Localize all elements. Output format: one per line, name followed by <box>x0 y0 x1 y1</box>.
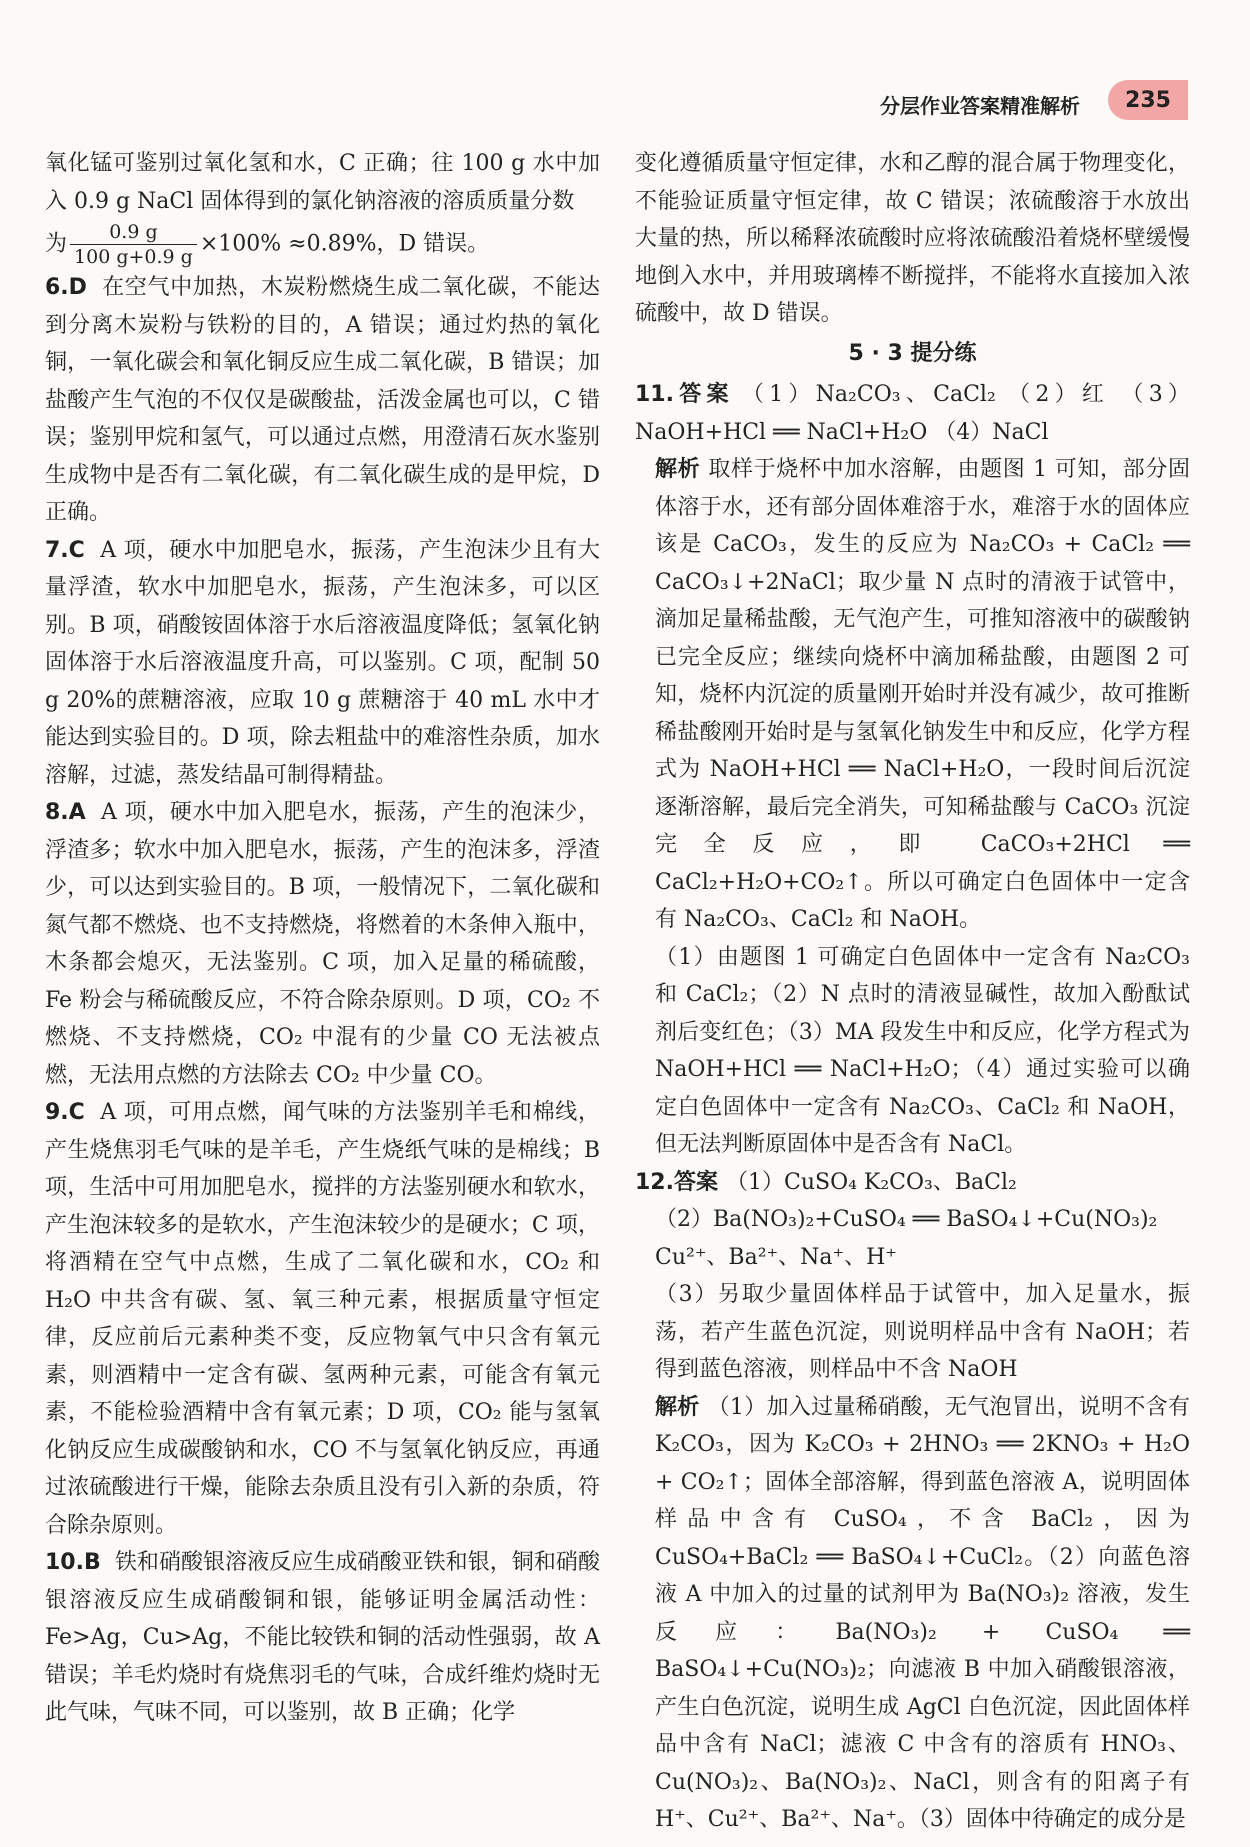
intro-paragraph <box>45 145 600 269</box>
question-text: 铁和硝酸银溶液反应生成硝酸亚铁和银，铜和硝酸银溶液反应生成硝酸铜和银，能够证明金属活动性：Fe>Ag，Cu>Ag，不能比较铁和铜的活动性强弱，故 A 错误；羊毛灼烧时有烧焦羽毛的气味，合成纤维灼烧时无此气味，气味不同，可以鉴别，故 B 正确；化学 <box>45 1550 600 1725</box>
question-text: 在空气中加热，木炭粉燃烧生成二氧化碳，不能达到分离木炭粉与铁粉的目的，A 错误；通过灼热的氧化铜，一氧化碳会和氧化铜反应生成二氧化碳，B 错误；加盐酸产生气泡的不仅仅是碳酸盐，活泼金属也可以，C 错误；鉴别甲烷和氢气，可以通过点燃，用澄清石灰水鉴别生成物中是否有二氧化碳，有二氧化碳生成的是甲烷，D 正确。 <box>45 275 600 525</box>
question-9 <box>45 1094 600 1544</box>
question-12-answer-3: Cu²⁺、Ba²⁺、Na⁺、H⁺ <box>655 1244 897 1270</box>
section-title: 5 · 3 提分练 <box>848 340 977 366</box>
question-text: A 项，硬水中加入肥皂水，振荡，产生的泡沫少，浮渣多；软水中加入肥皂水，振荡，产生的泡沫多，浮渣少，可以达到实验目的。B 项，一般情况下，二氧化碳和氮气都不燃烧、也不支持燃烧，将燃着的木条伸入瓶中，木条都会熄灭，无法鉴别。C 项，加入足量的稀硫酸，Fe 粉会与稀硫酸反应，不符合除杂原则。D 项，CO₂ 不燃烧、不支持燃烧，CO₂ 中混有的少量 CO 无法被点燃，无法用点燃的方法除去 CO₂ 中少量 CO。 <box>45 800 600 1088</box>
question-text: A 项，硬水中加肥皂水，振荡，产生泡沫少且有大量浮渣，软水中加肥皂水，振荡，产生泡沫多，可以区别。B 项，硝酸铵固体溶于水后溶液温度降低；氢氧化钠固体溶于水后溶液温度升高，可以鉴别。C 项，配制 50 g 20%的蔗糖溶液，应取 10 g 蔗糖溶于 40 mL 水中才能达到实验目的。D 项，除去粗盐中的难溶性杂质，加水溶解，过滤，蒸发结晶可制得精盐。 <box>45 537 600 788</box>
question-text: A 项，可用点燃，闻气味的方法鉴别羊毛和棉线，产生烧焦羽毛气味的是羊毛，产生烧纸气味的是棉线；B 项，生活中可用加肥皂水，搅拌的方法鉴别硬水和软水，产生泡沫较多的是软水，产生泡沫较少的是硬水；C 项，将酒精在空气中点燃，生成了二氧化碳和水，CO₂ 和 H₂O 中共含有碳、氢、氧三种元素，根据质量守恒定律，反应前后元素种类不变，反应物氧气中只含有氧元素，则酒精中一定含有碳、氢两种元素，可能含有氧元素，不能检验酒精中含有氧元素；D 项，CO₂ 能与氢氧化钠反应生成碳酸钠和水，CO 不与氢氧化钠反应，再通过浓硫酸进行干燥，能除去杂质且没有引入新的杂质，符合除杂原则。 <box>45 1100 600 1538</box>
question-12-answer <box>635 1164 1190 1202</box>
question-12-answer-2: （2）Ba(NO₃)₂+CuSO₄ ══ BaSO₄↓+Cu(NO₃)₂ <box>655 1207 1158 1232</box>
answer-text: （1）CuSO₄ K₂CO₃、BaCl₂ <box>726 1169 1017 1195</box>
analysis-text: （1）加入过量稀硝酸，无气泡冒出，说明不含有 K₂CO₃，因为 K₂CO₃ + 2HNO₃ ══ 2KNO₃ + H₂O + CO₂↑；固体全部溶解，得到蓝色溶液 A，说明固体样品中含有 CuSO₄，不含 BaCl₂，因为 CuSO₄+BaCl₂ ══ BaSO₄↓+CuCl₂。（2）向蓝色溶液 A 中加入的过量的试剂甲为 Ba(NO₃)₂ 溶液，发生反应：Ba(NO₃)₂ + CuSO₄ ══ BaSO₄↓+Cu(NO₃)₂；向滤液 B 中加入硝酸银溶液，产生白色沉淀，说明生成 AgCl 白色沉淀，因此固体样品中含有 NaCl；滤液 C 中含有的溶质有 HNO₃、Cu(NO₃)₂、Ba(NO₃)₂、NaCl，则含有的阳离子有 H⁺、Cu²⁺、Ba²⁺、Na⁺。（3）固体中待确定的成分是 <box>655 1394 1190 1832</box>
question-number: 10.B <box>45 1550 101 1575</box>
question-11-answer <box>635 376 1190 451</box>
question-12-answer-4: （3）另取少量固体样品于试管中，加入足量水，振荡，若产生蓝色沉淀，则说明样品中含有 NaOH；若得到蓝色溶液，则样品中不含 NaOH <box>655 1282 1190 1382</box>
answer-label: 答案 <box>673 1169 718 1195</box>
question-8 <box>45 794 600 1094</box>
page-number-badge: 235 <box>1108 80 1188 120</box>
header-title: 分层作业答案精准解析 <box>880 94 1080 118</box>
fraction <box>70 220 197 269</box>
analysis-label: 解析 <box>655 1394 700 1420</box>
question-7 <box>45 532 600 795</box>
question-11-detail: （1）由题图 1 可确定白色固体中一定含有 Na₂CO₃ 和 CaCl₂；（2）N 点时的清液显碱性，故加入酚酞试剂后变红色；（3）MA 段发生中和反应，化学方程式为 NaOH+HCl ══ NaCl+H₂O；（4）通过实验可以确定白色固体中一定含有 Na₂CO₃、CaCl₂ 和 NaOH，但无法判断原固体中是否含有 NaCl。 <box>655 944 1190 1157</box>
question-number: 12. <box>635 1169 674 1195</box>
fraction-suffix: ×100% ≈0.89%，D 错误。 <box>199 231 490 257</box>
fraction-denominator: 100 g+0.9 g <box>74 246 193 268</box>
analysis-label: 解析 <box>655 457 701 482</box>
intro-text: 氧化锰可鉴别过氧化氢和水，C 正确；往 100 g 水中加入 0.9 g NaCl 固体得到的氯化钠溶液的溶质质量分数 <box>45 151 600 214</box>
question-number: 6.D <box>45 275 87 300</box>
question-number: 9.C <box>45 1100 85 1125</box>
left-column <box>45 145 600 1732</box>
question-number: 11. <box>635 382 674 407</box>
answer-text: （1）Na₂CO₃、CaCl₂ （2）红 （3）NaOH+HCl ══ NaCl+H₂O （4）NaCl <box>635 382 1190 445</box>
continued-text: 变化遵循质量守恒定律，水和乙醇的混合属于物理变化，不能验证质量守恒定律，故 C 错误；浓硫酸溶于水放出大量的热，所以稀释浓硫酸时应将浓硫酸沿着烧杯壁缓慢地倒入水中，并用玻璃棒不断搅拌，不能将水直接加入浓硫酸中，故 D 错误。 <box>635 151 1190 326</box>
right-column <box>635 145 1190 1839</box>
analysis-text: 取样于烧杯中加水溶解，由题图 1 可知，部分固体溶于水，还有部分固体难溶于水，难溶于水的固体应该是 CaCO₃，发生的反应为 Na₂CO₃ + CaCl₂ ══ CaCO₃↓+2NaCl；取少量 N 点时的清液于试管中，滴加足量稀盐酸，无气泡产生，可推知溶液中的碳酸钠已完全反应；继续向烧杯中滴加稀盐酸，由题图 2 可知，烧杯内沉淀的质量刚开始时并没有减少，故可推断稀盐酸刚开始时是与氢氧化钠发生中和反应，化学方程式为 NaOH+HCl ══ NaCl+H₂O，一段时间后沉淀逐渐溶解，最后完全消失，可知稀盐酸与 CaCO₃ 沉淀完全反应，即 CaCO₃+2HCl ══ CaCl₂+H₂O+CO₂↑。所以可确定白色固体中一定含有 Na₂CO₃、CaCl₂ 和 NaOH。 <box>655 457 1190 932</box>
answer-label: 答案 <box>673 382 734 407</box>
question-11-analysis <box>635 451 1190 939</box>
question-number: 8.A <box>45 800 86 825</box>
fraction-prefix: 为 <box>45 231 68 257</box>
question-12-analysis <box>635 1389 1190 1839</box>
question-10 <box>45 1544 600 1732</box>
question-6 <box>45 269 600 532</box>
fraction-numerator: 0.9 g <box>70 220 197 245</box>
question-number: 7.C <box>45 537 85 563</box>
